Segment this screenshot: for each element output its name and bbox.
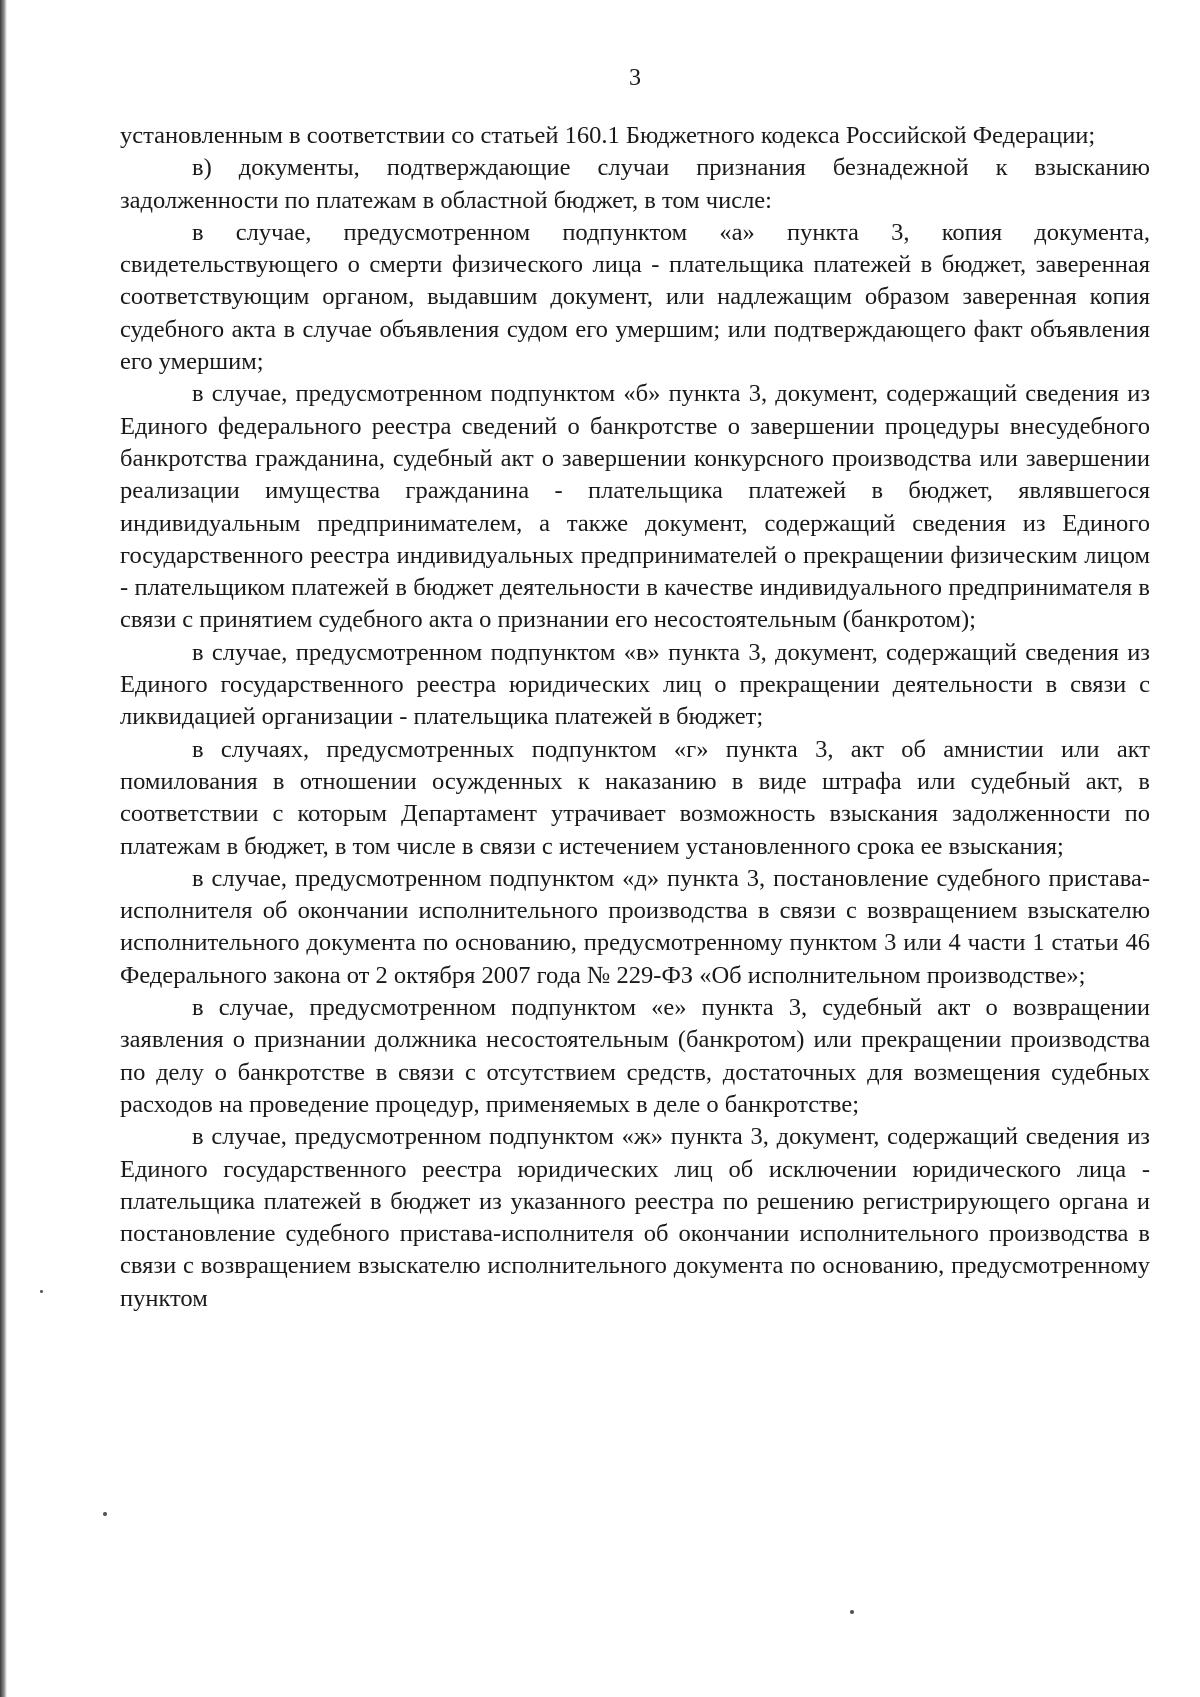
scan-speck [850, 1610, 854, 1614]
paragraph-case-e: в случае, предусмотренном подпунктом «е» пункта 3, судебный акт о возвращении заявления о признании должника несостоятельным (банкротом) или прекращении производства по делу о банкротстве в связи с отсутствием средств, достаточных для возмещения судебных расходов на проведение процедур, применяемых в деле о банкротстве; [120, 994, 1150, 1118]
paragraph-continuation: установленным в соответствии со статьей 160.1 Бюджетного кодекса Российской Федерации; [120, 122, 1096, 149]
scan-edge-shadow [0, 0, 7, 1697]
scan-speck [40, 1290, 43, 1293]
paragraph-item-v: в) документы, подтверждающие случаи признания безнадежной к взысканию задолженности по платежам в областной бюджет, в том числе: [120, 154, 1150, 214]
paragraph-case-zh: в случае, предусмотренном подпунктом «ж» пункта 3, документ, содержащий сведения из Единого государственного реестра юридических лиц об исключении юридического лица - плательщика платежей в бюджет из указанного реестра по решению регистрирующего органа и постановление судебного пристава-исполнителя об окончании исполнительного производства в связи с возвращением взыскателю исполнительного документа по основанию, предусмотренному пунктом [120, 1123, 1150, 1312]
paragraph-case-g: в случаях, предусмотренных подпунктом «г» пункта 3, акт об амнистии или акт помилования в отношении осужденных к наказанию в виде штрафа или судебный акт, в соответствии с которым Департамент утрачивает возможность взыскания задолженности по платежам в бюджет, в том числе в связи с истечением установленного срока ее взыскания; [120, 735, 1150, 860]
paragraph-case-b: в случае, предусмотренном подпунктом «б» пункта 3, документ, содержащий сведения из Единого федерального реестра сведений о банкротстве о завершении процедуры внесудебного банкротства гражданина, судебный акт о завершении конкурсного производства или завершении реализации имущества гражданина - плательщика платежей в бюджет, являвшегося индивидуальным предпринимателем, а также документ, содержащий сведения из Единого государственного реестра индивидуальных предпринимателей о прекращении физическим лицом - плательщиком платежей в бюджет деятельности в качестве индивидуального предпринимателя в связи с принятием судебного акта о признании его несостоятельным (банкротом); [120, 380, 1150, 634]
page-number: 3 [629, 65, 641, 91]
document-body [120, 120, 1150, 1315]
paragraph-case-a: в случае, предусмотренном подпунктом «а» пункта 3, копия документа, свидетельствующего о смерти физического лица - плательщика платежей в бюджет, заверенная соответствующим органом, выдавшим документ, или надлежащим образом заверенная копия судебного акта в случае объявления судом его умершим; или подтверждающего факт объявления его умершим; [120, 218, 1150, 376]
paragraph-case-v: в случае, предусмотренном подпунктом «в» пункта 3, документ, содержащий сведения из Единого государственного реестра юридических лиц о прекращении деятельности в связи с ликвидацией организации - плательщика платежей в бюджет; [120, 638, 1150, 731]
paragraph-case-d: в случае, предусмотренном подпунктом «д» пункта 3, постановление судебного пристава-исполнителя об окончании исполнительного производства в связи с возвращением взыскателю исполнительного документа по основанию, предусмотренному пунктом 3 или 4 части 1 статьи 46 Федерального закона от 2 октября 2007 года № 229-ФЗ «Об исполнительном производстве»; [120, 864, 1150, 989]
scan-speck [103, 1512, 107, 1516]
